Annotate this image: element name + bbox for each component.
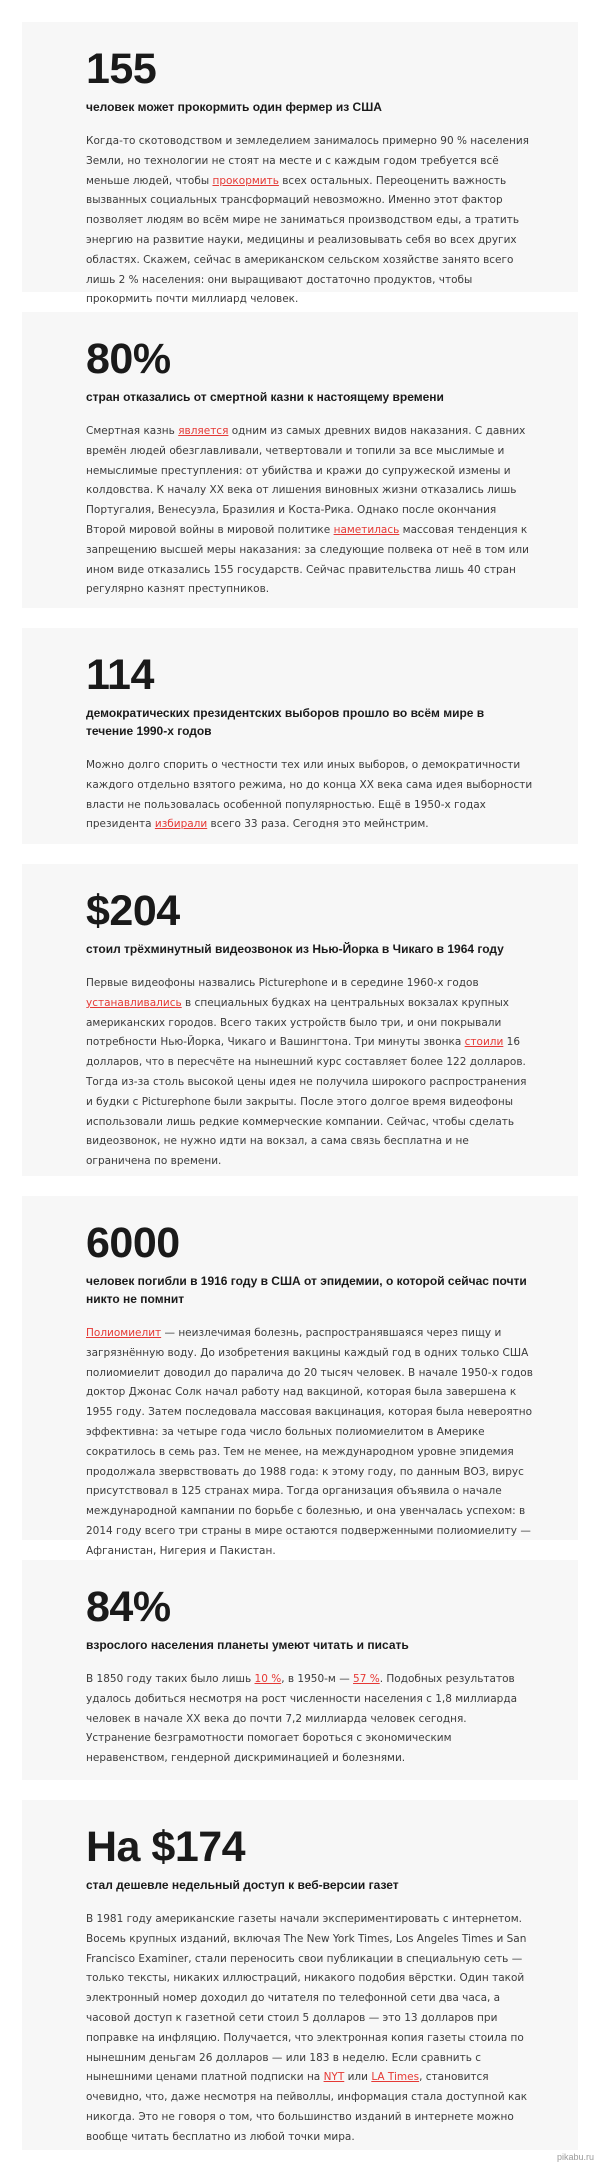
- fact-number: 80%: [86, 335, 171, 383]
- fact-subtitle: взрослого населения планеты умеют читать и писать: [86, 1638, 409, 1652]
- paragraph-text: всех остальных. Переоценить важность вызванных социальных трансформаций невозможно. Именно этот фактор позволяет людям во всём мире не заниматься производством еды, а тратить энергию на развитие науки, медицины и реализовывать себя во всех других областях. Скажем, сейчас в американском сельском хозяйстве занято всего лишь 2 % населения: они выращивают достаточно продуктов, чтобы прокормить почти миллиард человек.: [86, 174, 520, 306]
- paragraph-text: Можно долго спорить о честности тех или иных выборов, о демократичности каждого отдельно взятого режима, но до конца ХХ века сама идея выборности власти не пользовалась особенной популярностью. Ещё в 1950-х годах президента: [86, 759, 533, 831]
- fact-card-80-percent: [22, 312, 578, 608]
- fact-card-114: [22, 628, 578, 844]
- fact-paragraph: [86, 756, 534, 835]
- paragraph-text: , в 1950-м —: [281, 1673, 354, 1685]
- inline-link[interactable]: 10 %: [254, 1673, 282, 1685]
- fact-paragraph: [86, 132, 534, 310]
- paragraph-text: или: [344, 2071, 372, 2084]
- fact-subtitle: стоил трёхминутный видеозвонок из Нью-Йорка в Чикаго в 1964 году: [86, 942, 504, 956]
- paragraph-text: В 1981 году американские газеты начали экспериментировать с интернетом. Восемь крупных изданий, включая The New York Times, Los Angeles Times и San Francisco Examiner, стали переносить свои публикации в специальную сеть — только тексты, никаких иллюстраций, никакого подобия вёрстки. Один такой электронный номер доходил до читателя по телефонной сети два часа, а часовой доступ к газетной сети стоил 5 долларов — это 13 долларов при поправке на инфляцию. Получается, что электронная копия газеты стоила по нынешним деньгам 26 долларов — или 183 в неделю. Если сравнить с нынешними ценами платной подписки на: [86, 1913, 527, 2084]
- fact-number: 6000: [86, 1219, 180, 1267]
- inline-link[interactable]: стоили: [464, 1036, 504, 1049]
- fact-paragraph: [86, 422, 534, 600]
- paragraph-text: всего 33 раза. Сегодня это мейнстрим.: [207, 818, 429, 831]
- fact-card-155: [22, 22, 578, 306]
- inline-link[interactable]: прокормить: [212, 174, 279, 187]
- paragraph-text: Когда-то скотоводством и земледелием занималось примерно 90 % населения Земли, но технологии не стоят на месте и с каждым годом требуется всё меньше людей, чтобы: [86, 135, 529, 187]
- inline-link[interactable]: является: [178, 425, 229, 437]
- paragraph-text: массовая тенденция к запрещению высшей меры наказания: за следующие полвека от неё в том или ином виде отказались 155 государств. Сейчас правительства лишь 40 стран регулярно казнят преступников.: [86, 523, 529, 596]
- fact-paragraph: [86, 1910, 534, 2148]
- fact-subtitle: стран отказались от смертной казни к настоящему времени: [86, 390, 444, 404]
- fact-subtitle: человек погибли в 1916 году в США от эпидемии, о которой сейчас почти никто не помнит: [86, 1274, 527, 1306]
- inline-link[interactable]: LA Times: [371, 2071, 420, 2084]
- paragraph-text: , становится очевидно, что, даже несмотря на пейволлы, информация стала доступной как никогда. Это не говоря о том, что большинство изданий в интернете можно вообще читать бесплатно из любой точки мира.: [86, 2071, 528, 2143]
- paragraph-text: 16 долларов, что в пересчёте на нынешний курс составляет более 122 долларов. Тогда из-за столь высокой цены идея не получила широкого распространения и будки с Picturephone были закрыты. После этого долгое время видеофоны использовали лишь редкие коммерческие компании. Сейчас, чтобы сделать видеозвонок, не нужно идти на вокзал, а сама связь бесплатна и не ограничена по времени.: [86, 1036, 527, 1168]
- fact-number: 155: [86, 45, 157, 93]
- paragraph-text: одним из самых древних видов наказания. С давних времён людей обезглавливали, четвертовали и топили за все мыслимые и немыслимые преступления: от убийства и кражи до супружеской измены и колдовства. К началу ХХ века от лишения виновных жизни отказались лишь Португалия, Венесуэла, Бразилия и Коста-Рика. Однако после окончания Второй мировой войны в мировой политике: [86, 425, 526, 536]
- fact-number: 114: [86, 651, 154, 699]
- fact-number: На $174: [86, 1823, 246, 1871]
- paragraph-text: Смертная казнь: [86, 425, 179, 437]
- inline-link[interactable]: избирали: [154, 818, 208, 831]
- paragraph-text: Первые видеофоны назвались Picturephone и в середине 1960-х годов: [86, 977, 479, 989]
- paragraph-text: . Подобных результатов удалось добиться несмотря на рост численности населения с 1,8 миллиарда человек в начале ХХ века до почти 7,2 миллиарда человек сегодня. Устранение безграмотности помогает бороться с экономическим неравенством, гендерной дискриминацией и болезнями.: [86, 1673, 518, 1765]
- paragraph-text: в специальных будках на центральных вокзалах крупных американских городов. Всего таких устройств было три, и они покрывали потребности Нью-Йорка, Чикаго и Вашингтона. Три минуты звонка: [86, 996, 509, 1049]
- fact-number: 84%: [86, 1583, 171, 1631]
- inline-link[interactable]: наметилась: [333, 523, 400, 536]
- fact-subtitle: человек может прокормить один фермер из США: [86, 100, 382, 114]
- fact-card-6000: [22, 1196, 578, 1557]
- fact-paragraph: [86, 974, 534, 1172]
- fact-subtitle: демократических президентских выборов прошло во всём мире в течение 1990-х годов: [86, 706, 485, 738]
- paragraph-text: В 1850 году таких было лишь: [86, 1673, 255, 1685]
- fact-card-204-dollars: [22, 864, 578, 1176]
- inline-link[interactable]: NYT: [323, 2071, 345, 2084]
- fact-paragraph: [86, 1670, 534, 1769]
- inline-link[interactable]: устанавливались: [86, 996, 182, 1009]
- inline-link[interactable]: Полиомиелит: [86, 1327, 162, 1339]
- fact-card-84-percent: [22, 1560, 578, 1780]
- inline-link[interactable]: 57 %: [353, 1673, 380, 1685]
- fact-card-174-dollars: [22, 1800, 578, 2150]
- site-watermark: pikabu.ru: [556, 2152, 594, 2162]
- fact-subtitle: стал дешевле недельный доступ к веб-версии газет: [86, 1878, 399, 1892]
- paragraph-text: — неизлечимая болезнь, распространявшаяся через пищу и загрязнённую воду. До изобретения вакцины каждый год в одних только США полиомиелит доводил до паралича до 20 тысяч человек. В начале 1950-х годов доктор Джонас Солк начал работу над вакциной, которая была завершена к 1955 году. Затем последовала массовая вакцинация, которая была невероятно эффективна: за четыре года число больных полиомиелитом в Америке сократилось в семь раз. Тем не менее, на международном уровне эпидемия продолжала звервствовать до 1988 года: к этому году, по данным ВОЗ, вирус присутствовал в 125 странах мира. Тогда организация объявила о начале международной кампании по борьбе с болезнью, и она увенчалась успехом: в 2014 году всего три страны в мире остаются подверженными полиомиелиту — Афганистан, Нигерия и Пакистан.: [86, 1327, 533, 1557]
- fact-paragraph: [86, 1324, 534, 1562]
- fact-number: $204: [86, 887, 180, 935]
